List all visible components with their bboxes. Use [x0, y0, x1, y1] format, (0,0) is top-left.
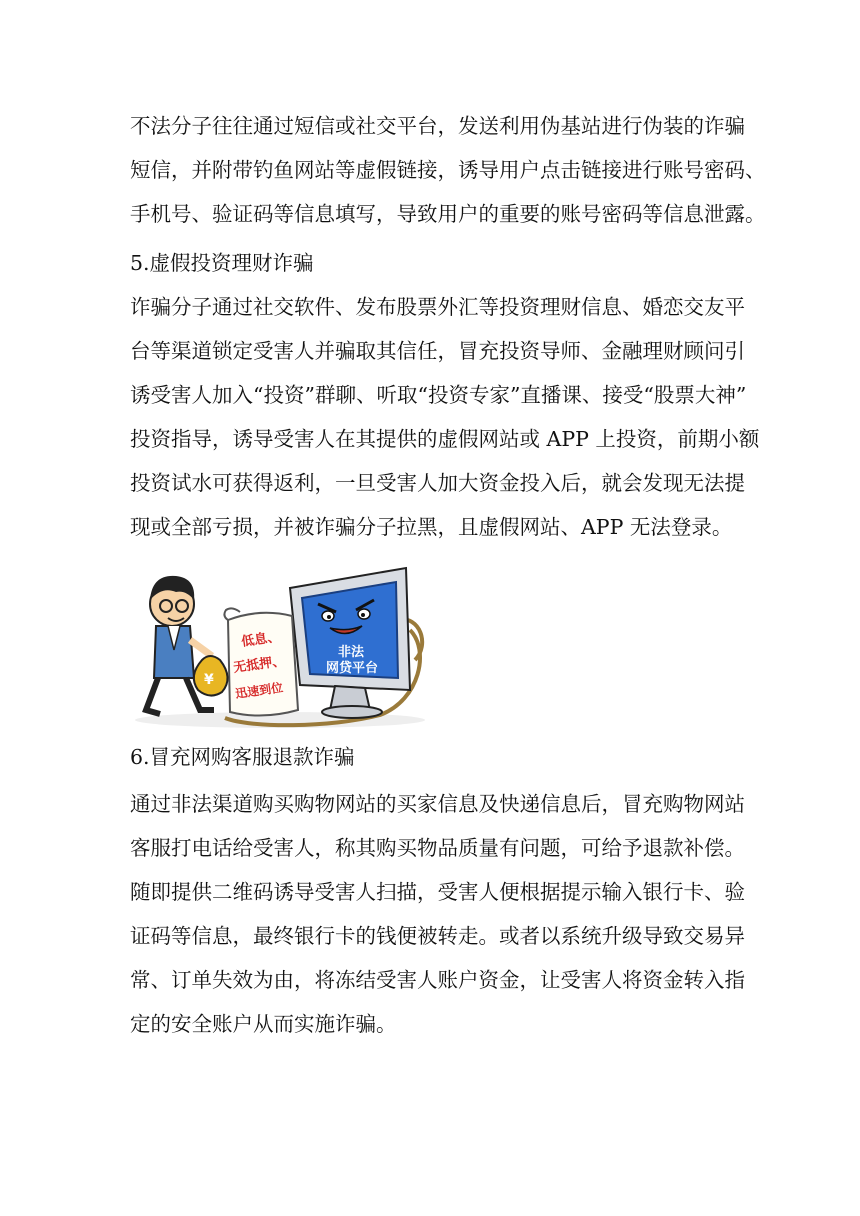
scroll-text-fast-payout: 迅速到位 — [234, 680, 284, 701]
text-line: 客服打电话给受害人，称其购买物品质量有问题，可给予退款补偿。 — [130, 836, 745, 860]
paragraph-phishing-sms — [130, 104, 766, 236]
paragraph-refund-fraud — [130, 782, 745, 1046]
screen-label-line1: 非法 — [338, 645, 365, 660]
scroll-text-low-interest: 低息、 — [240, 629, 282, 650]
text-line: 随即提供二维码诱导受害人扫描，受害人便根据提示输入银行卡、验 — [130, 880, 745, 904]
text-line: 投资指导，诱导受害人在其提供的虚假网站或 APP 上投资，前期小额 — [130, 427, 760, 451]
text-line: 台等渠道锁定受害人并骗取其信任，冒充投资导师、金融理财顾问引 — [130, 339, 745, 363]
text-line: 投资试水可获得返利，一旦受害人加大资金投入后，就会发现无法提 — [130, 471, 745, 495]
screen-label-line2: 网贷平台 — [326, 661, 379, 676]
section-heading-6: 6.冒充网购客服退款诈骗 — [130, 745, 355, 769]
text-line: 诈骗分子通过社交软件、发布股票外汇等投资理财信息、婚恋交友平 — [130, 295, 745, 319]
scroll-text-no-collateral: 无抵押、 — [232, 653, 287, 676]
text-line: 证码等信息，最终银行卡的钱便被转走。或者以系统升级导致交易异 — [130, 924, 745, 948]
text-line: 现或全部亏损，并被诈骗分子拉黑，且虚假网站、APP 无法登录。 — [130, 515, 733, 539]
text-line: 短信，并附带钓鱼网站等虚假链接，诱导用户点击链接进行账号密码、 — [130, 158, 766, 182]
text-line: 不法分子往往通过短信或社交平台，发送利用伪基站进行伪装的诈骗 — [130, 114, 745, 138]
section-heading-5: 5.虚假投资理财诈骗 — [130, 251, 314, 275]
text-line: 手机号、验证码等信息填写，导致用户的重要的账号密码等信息泄露。 — [130, 202, 766, 226]
text-line: 常、订单失效为由，将冻结受害人账户资金，让受害人将资金转入指 — [130, 968, 745, 992]
illegal-loan-platform-illustration — [130, 560, 428, 730]
text-line: 通过非法渠道购买购物网站的买家信息及快递信息后，冒充购物网站 — [130, 792, 745, 816]
coin-symbol: ¥ — [204, 672, 214, 688]
text-line: 诱受害人加入“投资”群聊、听取“投资专家”直播课、接受“股票大神” — [130, 383, 747, 407]
text-line: 定的安全账户从而实施诈骗。 — [130, 1012, 397, 1036]
paragraph-investment-fraud — [130, 285, 760, 549]
